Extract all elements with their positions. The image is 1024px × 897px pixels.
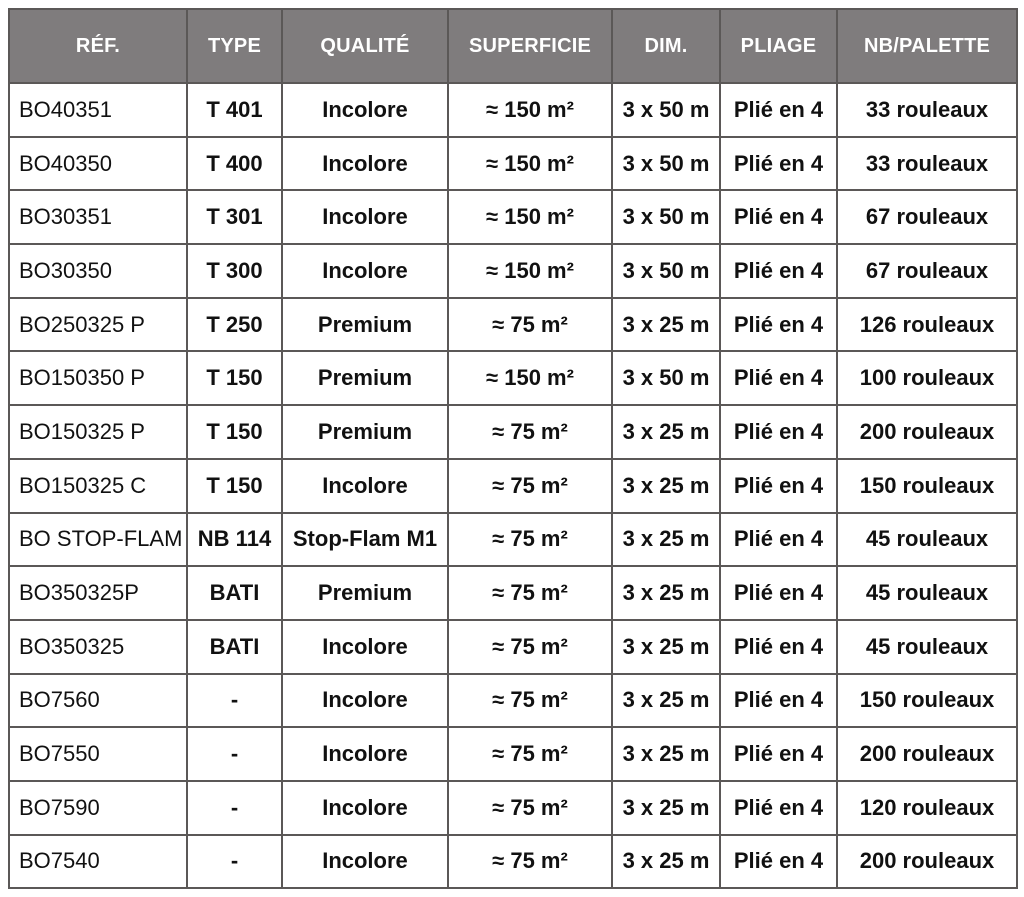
cell-superficie: ≈ 75 m²	[448, 298, 612, 352]
cell-pliage: Plié en 4	[720, 298, 837, 352]
cell-nb-palette: 200 rouleaux	[837, 405, 1017, 459]
cell-type: -	[187, 835, 282, 889]
cell-type: T 301	[187, 190, 282, 244]
cell-dim: 3 x 25 m	[612, 566, 720, 620]
cell-superficie: ≈ 150 m²	[448, 190, 612, 244]
table-row	[9, 566, 1017, 620]
cell-type: -	[187, 727, 282, 781]
cell-qualite: Incolore	[282, 459, 448, 513]
cell-pliage: Plié en 4	[720, 674, 837, 728]
cell-nb-palette: 33 rouleaux	[837, 137, 1017, 191]
cell-qualite: Premium	[282, 566, 448, 620]
cell-nb-palette: 100 rouleaux	[837, 351, 1017, 405]
table-header	[9, 9, 1017, 83]
table-row	[9, 351, 1017, 405]
cell-type: T 400	[187, 137, 282, 191]
table-row	[9, 727, 1017, 781]
cell-dim: 3 x 25 m	[612, 405, 720, 459]
cell-dim: 3 x 50 m	[612, 190, 720, 244]
cell-superficie: ≈ 75 m²	[448, 513, 612, 567]
cell-pliage: Plié en 4	[720, 244, 837, 298]
cell-dim: 3 x 50 m	[612, 244, 720, 298]
cell-pliage: Plié en 4	[720, 727, 837, 781]
cell-qualite: Incolore	[282, 781, 448, 835]
product-table	[8, 8, 1018, 889]
cell-qualite: Incolore	[282, 244, 448, 298]
cell-superficie: ≈ 75 m²	[448, 835, 612, 889]
header-dim: DIM.	[612, 9, 720, 83]
cell-ref: BO STOP-FLAM	[9, 513, 187, 567]
cell-ref: BO7550	[9, 727, 187, 781]
cell-pliage: Plié en 4	[720, 566, 837, 620]
cell-superficie: ≈ 75 m²	[448, 566, 612, 620]
cell-ref: BO350325P	[9, 566, 187, 620]
header-qualite: QUALITÉ	[282, 9, 448, 83]
cell-dim: 3 x 25 m	[612, 835, 720, 889]
cell-superficie: ≈ 150 m²	[448, 83, 612, 137]
table-row	[9, 298, 1017, 352]
cell-nb-palette: 45 rouleaux	[837, 620, 1017, 674]
cell-nb-palette: 120 rouleaux	[837, 781, 1017, 835]
cell-qualite: Incolore	[282, 674, 448, 728]
table-row	[9, 781, 1017, 835]
cell-qualite: Premium	[282, 405, 448, 459]
table-body	[9, 83, 1017, 888]
cell-pliage: Plié en 4	[720, 190, 837, 244]
cell-type: T 150	[187, 351, 282, 405]
table-row	[9, 459, 1017, 513]
cell-ref: BO7590	[9, 781, 187, 835]
cell-dim: 3 x 25 m	[612, 727, 720, 781]
cell-superficie: ≈ 75 m²	[448, 674, 612, 728]
cell-pliage: Plié en 4	[720, 405, 837, 459]
cell-dim: 3 x 50 m	[612, 83, 720, 137]
cell-superficie: ≈ 150 m²	[448, 137, 612, 191]
cell-nb-palette: 33 rouleaux	[837, 83, 1017, 137]
cell-type: BATI	[187, 620, 282, 674]
cell-type: T 150	[187, 459, 282, 513]
table-row	[9, 83, 1017, 137]
cell-ref: BO30350	[9, 244, 187, 298]
cell-nb-palette: 126 rouleaux	[837, 298, 1017, 352]
cell-ref: BO40350	[9, 137, 187, 191]
cell-pliage: Plié en 4	[720, 781, 837, 835]
cell-ref: BO150325 P	[9, 405, 187, 459]
header-type: TYPE	[187, 9, 282, 83]
cell-ref: BO250325 P	[9, 298, 187, 352]
cell-type: NB 114	[187, 513, 282, 567]
cell-pliage: Plié en 4	[720, 835, 837, 889]
table-row	[9, 835, 1017, 889]
cell-nb-palette: 45 rouleaux	[837, 566, 1017, 620]
header-pliage: PLIAGE	[720, 9, 837, 83]
cell-superficie: ≈ 150 m²	[448, 351, 612, 405]
cell-qualite: Incolore	[282, 620, 448, 674]
product-table-container	[8, 8, 1016, 888]
table-row	[9, 137, 1017, 191]
table-row	[9, 674, 1017, 728]
cell-pliage: Plié en 4	[720, 459, 837, 513]
cell-pliage: Plié en 4	[720, 137, 837, 191]
cell-nb-palette: 45 rouleaux	[837, 513, 1017, 567]
cell-superficie: ≈ 75 m²	[448, 620, 612, 674]
cell-nb-palette: 200 rouleaux	[837, 835, 1017, 889]
cell-qualite: Premium	[282, 351, 448, 405]
cell-superficie: ≈ 150 m²	[448, 244, 612, 298]
cell-type: -	[187, 674, 282, 728]
cell-type: T 401	[187, 83, 282, 137]
cell-superficie: ≈ 75 m²	[448, 781, 612, 835]
cell-ref: BO150350 P	[9, 351, 187, 405]
cell-dim: 3 x 25 m	[612, 298, 720, 352]
cell-dim: 3 x 25 m	[612, 674, 720, 728]
cell-pliage: Plié en 4	[720, 513, 837, 567]
cell-type: T 150	[187, 405, 282, 459]
cell-ref: BO30351	[9, 190, 187, 244]
cell-dim: 3 x 25 m	[612, 513, 720, 567]
cell-dim: 3 x 25 m	[612, 620, 720, 674]
cell-nb-palette: 150 rouleaux	[837, 674, 1017, 728]
cell-ref: BO7540	[9, 835, 187, 889]
table-row	[9, 244, 1017, 298]
cell-type: -	[187, 781, 282, 835]
table-row	[9, 405, 1017, 459]
cell-nb-palette: 67 rouleaux	[837, 244, 1017, 298]
cell-type: T 250	[187, 298, 282, 352]
cell-qualite: Premium	[282, 298, 448, 352]
cell-pliage: Plié en 4	[720, 620, 837, 674]
cell-nb-palette: 200 rouleaux	[837, 727, 1017, 781]
cell-qualite: Incolore	[282, 727, 448, 781]
cell-dim: 3 x 25 m	[612, 459, 720, 513]
cell-nb-palette: 150 rouleaux	[837, 459, 1017, 513]
cell-ref: BO150325 C	[9, 459, 187, 513]
table-row	[9, 190, 1017, 244]
cell-dim: 3 x 50 m	[612, 351, 720, 405]
cell-type: BATI	[187, 566, 282, 620]
cell-superficie: ≈ 75 m²	[448, 727, 612, 781]
cell-superficie: ≈ 75 m²	[448, 459, 612, 513]
header-nb-palette: NB/PALETTE	[837, 9, 1017, 83]
header-superficie: SUPERFICIE	[448, 9, 612, 83]
cell-pliage: Plié en 4	[720, 83, 837, 137]
cell-dim: 3 x 25 m	[612, 781, 720, 835]
cell-ref: BO7560	[9, 674, 187, 728]
cell-ref: BO350325	[9, 620, 187, 674]
header-ref: RÉF.	[9, 9, 187, 83]
cell-qualite: Incolore	[282, 83, 448, 137]
cell-ref: BO40351	[9, 83, 187, 137]
cell-qualite: Stop-Flam M1	[282, 513, 448, 567]
cell-superficie: ≈ 75 m²	[448, 405, 612, 459]
cell-qualite: Incolore	[282, 137, 448, 191]
cell-qualite: Incolore	[282, 190, 448, 244]
cell-type: T 300	[187, 244, 282, 298]
cell-nb-palette: 67 rouleaux	[837, 190, 1017, 244]
table-row	[9, 620, 1017, 674]
cell-dim: 3 x 50 m	[612, 137, 720, 191]
cell-qualite: Incolore	[282, 835, 448, 889]
cell-pliage: Plié en 4	[720, 351, 837, 405]
header-row	[9, 9, 1017, 83]
table-row	[9, 513, 1017, 567]
